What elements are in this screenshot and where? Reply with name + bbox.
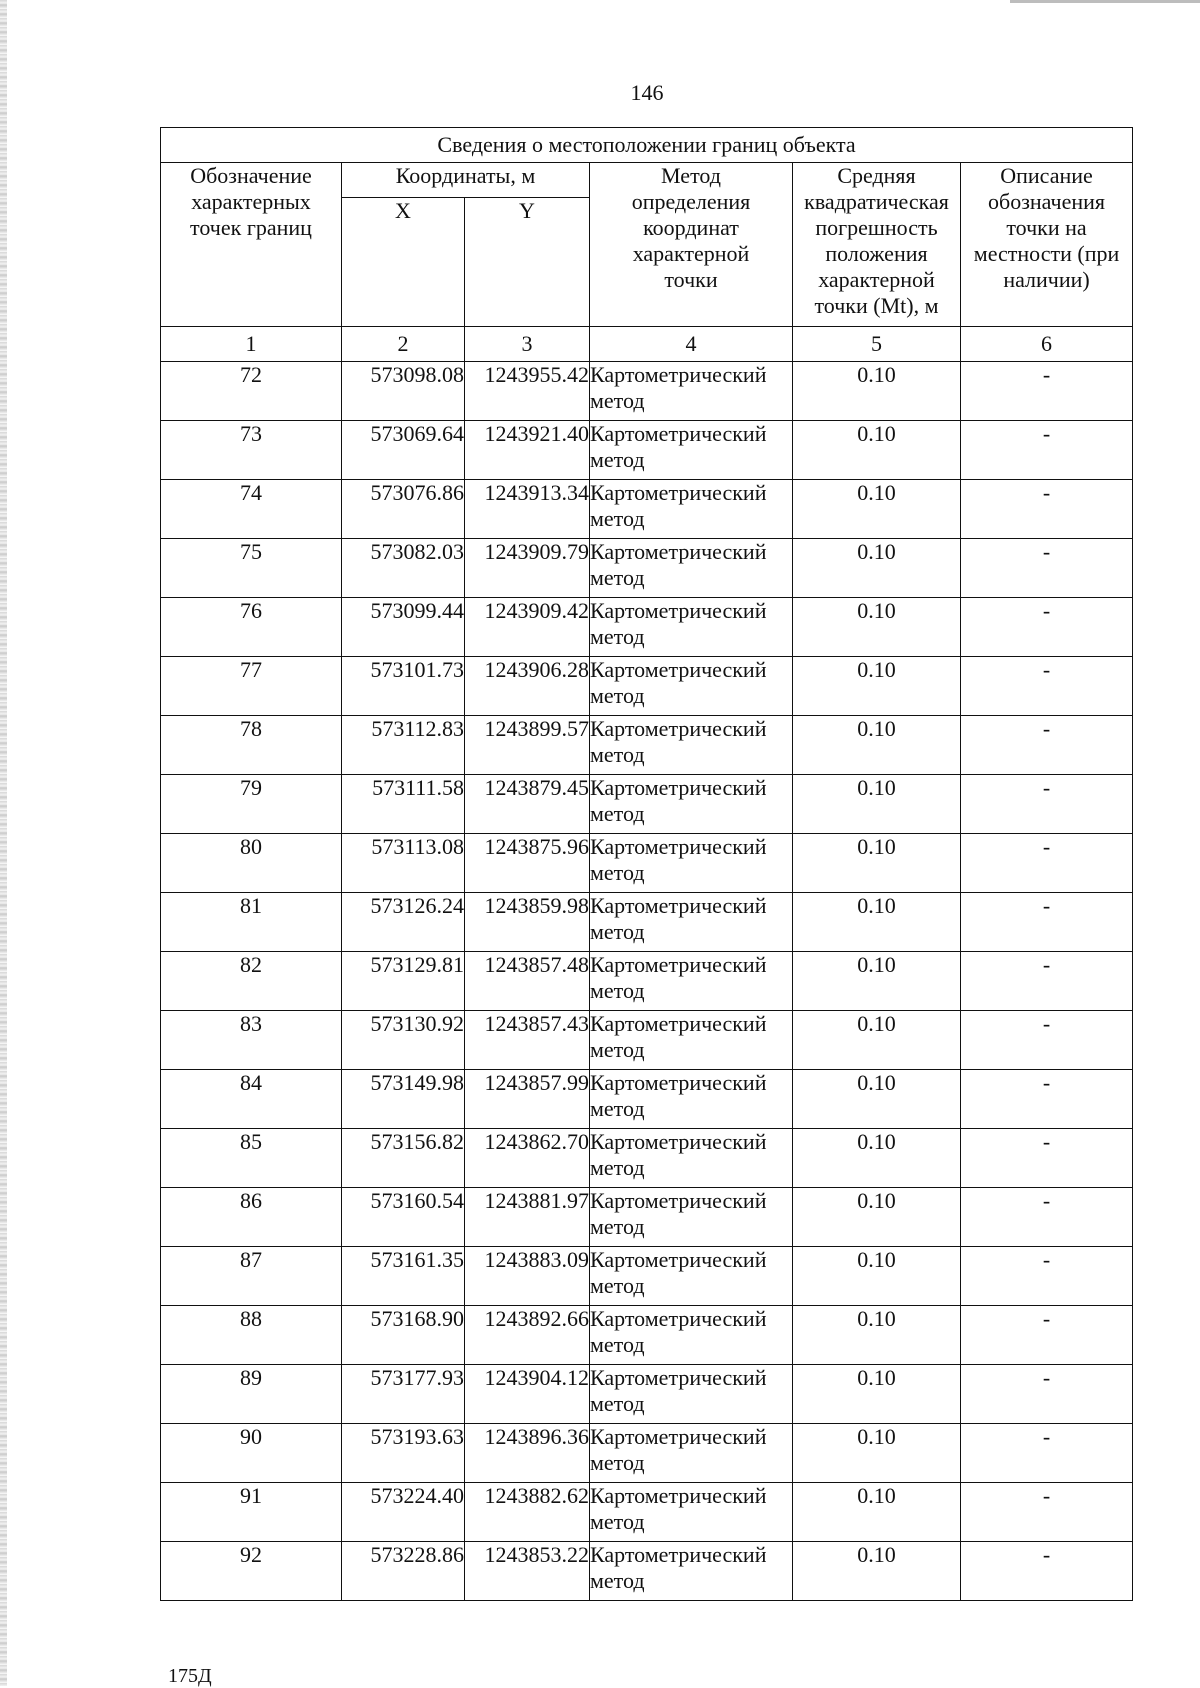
y-coordinate-cell: 1243909.79 — [465, 539, 590, 598]
method-cell: Картометрический метод — [590, 1542, 793, 1601]
point-id-cell: 82 — [161, 952, 342, 1011]
scan-edge-decoration — [0, 0, 7, 1686]
x-coordinate-cell: 573111.58 — [342, 775, 465, 834]
point-id-cell: 89 — [161, 1365, 342, 1424]
y-coordinate-cell: 1243921.40 — [465, 421, 590, 480]
error-cell: 0.10 — [793, 480, 961, 539]
method-cell: Картометрический метод — [590, 952, 793, 1011]
error-cell: 0.10 — [793, 1424, 961, 1483]
error-cell: 0.10 — [793, 893, 961, 952]
point-id-cell: 87 — [161, 1247, 342, 1306]
error-cell: 0.10 — [793, 657, 961, 716]
point-id-cell: 76 — [161, 598, 342, 657]
column-number-2: 2 — [342, 327, 465, 362]
method-cell: Картометрический метод — [590, 1070, 793, 1129]
table-row — [161, 1542, 1133, 1601]
point-id-cell: 73 — [161, 421, 342, 480]
header-coordinates: Координаты, м — [342, 163, 590, 198]
y-coordinate-cell: 1243892.66 — [465, 1306, 590, 1365]
header-x: X — [342, 198, 465, 327]
description-cell: - — [961, 539, 1133, 598]
x-coordinate-cell: 573126.24 — [342, 893, 465, 952]
y-coordinate-cell: 1243875.96 — [465, 834, 590, 893]
header-method: Метод определения координат характерной точки — [590, 163, 793, 327]
error-cell: 0.10 — [793, 1188, 961, 1247]
y-coordinate-cell: 1243913.34 — [465, 480, 590, 539]
description-cell: - — [961, 1483, 1133, 1542]
method-cell: Картометрический метод — [590, 1424, 793, 1483]
point-id-cell: 84 — [161, 1070, 342, 1129]
method-cell: Картометрический метод — [590, 539, 793, 598]
y-coordinate-cell: 1243882.62 — [465, 1483, 590, 1542]
method-cell: Картометрический метод — [590, 1129, 793, 1188]
y-coordinate-cell: 1243859.98 — [465, 893, 590, 952]
method-cell: Картометрический метод — [590, 1306, 793, 1365]
description-cell: - — [961, 1365, 1133, 1424]
description-cell: - — [961, 1424, 1133, 1483]
y-coordinate-cell: 1243857.99 — [465, 1070, 590, 1129]
x-coordinate-cell: 573161.35 — [342, 1247, 465, 1306]
x-coordinate-cell: 573099.44 — [342, 598, 465, 657]
header-y: Y — [465, 198, 590, 327]
description-cell: - — [961, 480, 1133, 539]
scan-top-line-decoration — [1010, 0, 1200, 3]
table-row — [161, 421, 1133, 480]
y-coordinate-cell: 1243909.42 — [465, 598, 590, 657]
x-coordinate-cell: 573069.64 — [342, 421, 465, 480]
description-cell: - — [961, 421, 1133, 480]
table-row — [161, 657, 1133, 716]
table-row — [161, 480, 1133, 539]
point-id-cell: 77 — [161, 657, 342, 716]
description-cell: - — [961, 1247, 1133, 1306]
table-row — [161, 952, 1133, 1011]
x-coordinate-cell: 573177.93 — [342, 1365, 465, 1424]
x-coordinate-cell: 573228.86 — [342, 1542, 465, 1601]
description-cell: - — [961, 362, 1133, 421]
y-coordinate-cell: 1243896.36 — [465, 1424, 590, 1483]
y-coordinate-cell: 1243899.57 — [465, 716, 590, 775]
column-number-4: 4 — [590, 327, 793, 362]
method-cell: Картометрический метод — [590, 716, 793, 775]
table-row — [161, 539, 1133, 598]
header-error: Средняя квадратическая погрешность положения характерной точки (Mt), м — [793, 163, 961, 327]
y-coordinate-cell: 1243879.45 — [465, 775, 590, 834]
description-cell: - — [961, 1129, 1133, 1188]
table-row — [161, 716, 1133, 775]
table-row — [161, 1129, 1133, 1188]
description-cell: - — [961, 834, 1133, 893]
point-id-cell: 90 — [161, 1424, 342, 1483]
description-cell: - — [961, 1070, 1133, 1129]
error-cell: 0.10 — [793, 1011, 961, 1070]
description-cell: - — [961, 716, 1133, 775]
error-cell: 0.10 — [793, 952, 961, 1011]
table-row — [161, 1483, 1133, 1542]
x-coordinate-cell: 573112.83 — [342, 716, 465, 775]
error-cell: 0.10 — [793, 1483, 961, 1542]
table-row — [161, 1070, 1133, 1129]
error-cell: 0.10 — [793, 1129, 961, 1188]
table-row — [161, 362, 1133, 421]
x-coordinate-cell: 573156.82 — [342, 1129, 465, 1188]
description-cell: - — [961, 1011, 1133, 1070]
error-cell: 0.10 — [793, 716, 961, 775]
x-coordinate-cell: 573130.92 — [342, 1011, 465, 1070]
y-coordinate-cell: 1243955.42 — [465, 362, 590, 421]
error-cell: 0.10 — [793, 775, 961, 834]
point-id-cell: 75 — [161, 539, 342, 598]
error-cell: 0.10 — [793, 362, 961, 421]
y-coordinate-cell: 1243904.12 — [465, 1365, 590, 1424]
point-id-cell: 81 — [161, 893, 342, 952]
description-cell: - — [961, 598, 1133, 657]
method-cell: Картометрический метод — [590, 1365, 793, 1424]
description-cell: - — [961, 775, 1133, 834]
method-cell: Картометрический метод — [590, 775, 793, 834]
y-coordinate-cell: 1243881.97 — [465, 1188, 590, 1247]
point-id-cell: 72 — [161, 362, 342, 421]
header-description: Описание обозначения точки на местности (при наличии) — [961, 163, 1133, 327]
header-point-designation: Обозначение характерных точек границ — [161, 163, 342, 327]
method-cell: Картометрический метод — [590, 598, 793, 657]
x-coordinate-cell: 573168.90 — [342, 1306, 465, 1365]
description-cell: - — [961, 657, 1133, 716]
footer-code: 175Д — [168, 1665, 212, 1687]
error-cell: 0.10 — [793, 421, 961, 480]
point-id-cell: 80 — [161, 834, 342, 893]
error-cell: 0.10 — [793, 834, 961, 893]
method-cell: Картометрический метод — [590, 362, 793, 421]
table-row — [161, 1247, 1133, 1306]
description-cell: - — [961, 893, 1133, 952]
method-cell: Картометрический метод — [590, 421, 793, 480]
y-coordinate-cell: 1243857.43 — [465, 1011, 590, 1070]
y-coordinate-cell: 1243883.09 — [465, 1247, 590, 1306]
point-id-cell: 78 — [161, 716, 342, 775]
point-id-cell: 86 — [161, 1188, 342, 1247]
y-coordinate-cell: 1243857.48 — [465, 952, 590, 1011]
point-id-cell: 74 — [161, 480, 342, 539]
point-id-cell: 79 — [161, 775, 342, 834]
table-row — [161, 1365, 1133, 1424]
x-coordinate-cell: 573224.40 — [342, 1483, 465, 1542]
method-cell: Картометрический метод — [590, 480, 793, 539]
table-row — [161, 893, 1133, 952]
x-coordinate-cell: 573098.08 — [342, 362, 465, 421]
table-row — [161, 1424, 1133, 1483]
method-cell: Картометрический метод — [590, 1188, 793, 1247]
table-row — [161, 1306, 1133, 1365]
column-number-5: 5 — [793, 327, 961, 362]
table-row — [161, 1188, 1133, 1247]
y-coordinate-cell: 1243906.28 — [465, 657, 590, 716]
description-cell: - — [961, 1306, 1133, 1365]
x-coordinate-cell: 573160.54 — [342, 1188, 465, 1247]
point-id-cell: 88 — [161, 1306, 342, 1365]
description-cell: - — [961, 1542, 1133, 1601]
x-coordinate-cell: 573193.63 — [342, 1424, 465, 1483]
column-number-3: 3 — [465, 327, 590, 362]
method-cell: Картометрический метод — [590, 1247, 793, 1306]
table-row — [161, 598, 1133, 657]
table-row — [161, 775, 1133, 834]
method-cell: Картометрический метод — [590, 893, 793, 952]
error-cell: 0.10 — [793, 1365, 961, 1424]
description-cell: - — [961, 952, 1133, 1011]
table-body — [161, 362, 1133, 1601]
y-coordinate-cell: 1243853.22 — [465, 1542, 590, 1601]
method-cell: Картометрический метод — [590, 1483, 793, 1542]
table-row — [161, 834, 1133, 893]
error-cell: 0.10 — [793, 598, 961, 657]
error-cell: 0.10 — [793, 1247, 961, 1306]
boundary-coordinates-table — [160, 127, 1133, 1601]
method-cell: Картометрический метод — [590, 834, 793, 893]
error-cell: 0.10 — [793, 1542, 961, 1601]
page-number: 146 — [630, 80, 664, 105]
point-id-cell: 83 — [161, 1011, 342, 1070]
error-cell: 0.10 — [793, 1306, 961, 1365]
point-id-cell: 92 — [161, 1542, 342, 1601]
x-coordinate-cell: 573076.86 — [342, 480, 465, 539]
column-number-1: 1 — [161, 327, 342, 362]
x-coordinate-cell: 573082.03 — [342, 539, 465, 598]
y-coordinate-cell: 1243862.70 — [465, 1129, 590, 1188]
table-caption: Сведения о местоположении границ объекта — [161, 128, 1133, 163]
error-cell: 0.10 — [793, 539, 961, 598]
point-id-cell: 85 — [161, 1129, 342, 1188]
error-cell: 0.10 — [793, 1070, 961, 1129]
x-coordinate-cell: 573101.73 — [342, 657, 465, 716]
column-number-6: 6 — [961, 327, 1133, 362]
table-row — [161, 1011, 1133, 1070]
method-cell: Картометрический метод — [590, 657, 793, 716]
description-cell: - — [961, 1188, 1133, 1247]
method-cell: Картометрический метод — [590, 1011, 793, 1070]
point-id-cell: 91 — [161, 1483, 342, 1542]
x-coordinate-cell: 573149.98 — [342, 1070, 465, 1129]
x-coordinate-cell: 573113.08 — [342, 834, 465, 893]
x-coordinate-cell: 573129.81 — [342, 952, 465, 1011]
